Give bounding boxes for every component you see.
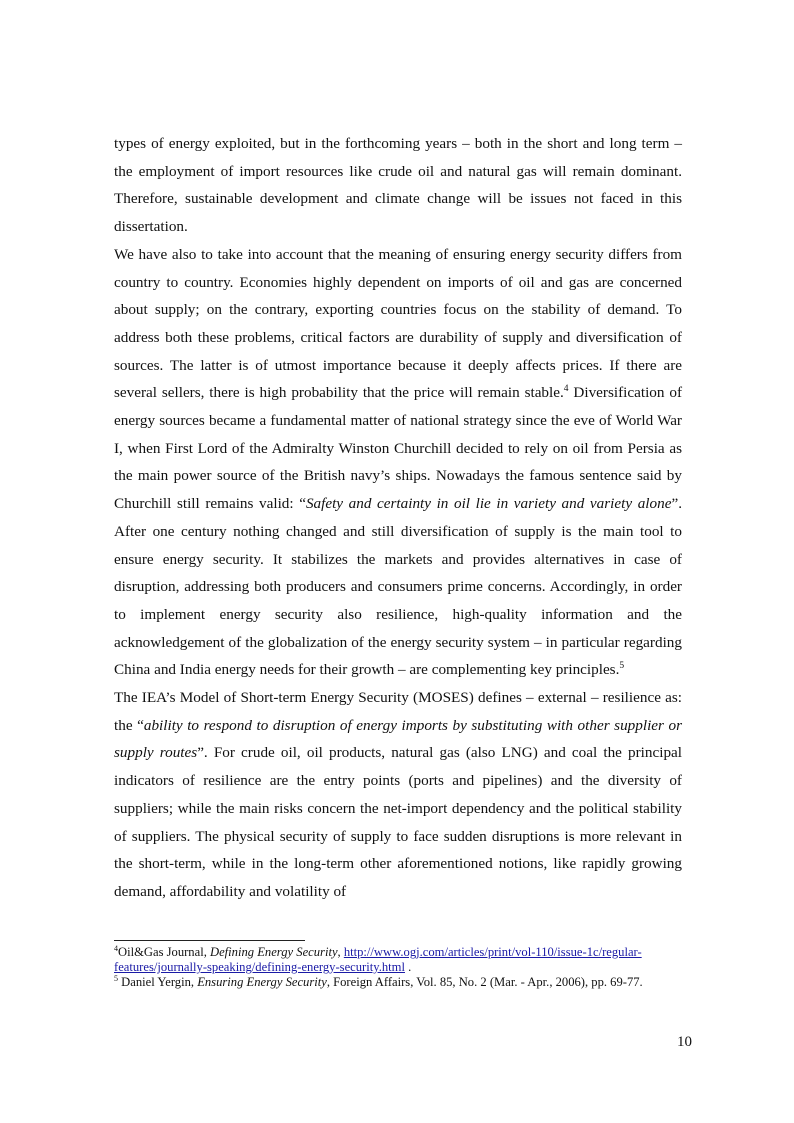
footnote-5: [114, 975, 686, 990]
footnote-separator: [114, 940, 305, 941]
paragraph-1: [114, 130, 682, 241]
paragraph-3: [114, 684, 682, 906]
footnote-4-separator: ,: [337, 945, 344, 959]
footnote-5-number: 5: [114, 974, 118, 983]
footnote-4-source: Oil&Gas Journal,: [118, 945, 210, 959]
footnote-4-end: .: [404, 960, 412, 974]
footnote-5-title: Ensuring Energy Security: [197, 975, 327, 989]
paragraph-3-text-b: ”. For crude oil, oil products, natural gas (also LNG) and coal the principal indicators of resilience are the entry points (ports and pipelines) and the diversity of suppliers; while the main risks concern the net-import dependency and the political stability of suppliers. The physical security of supply to face sudden disruptions is more relevant in the short-term, while in the long-term other aforementioned notions, like rapidly growing demand, affordability and volatility of: [114, 744, 682, 900]
footnote-ref-5[interactable]: 5: [619, 661, 625, 672]
footnote-4-title: Defining Energy Security: [210, 945, 338, 959]
footnotes: [114, 945, 686, 990]
footnote-4-link[interactable]: http://www.ogj.com/articles/print/vol-110/issue-1c/regular-features/journally-speaking/defining-energy-security.html: [114, 945, 642, 974]
paragraph-2: [114, 241, 682, 684]
paragraph-2-text-a: We have also to take into account that the meaning of ensuring energy security differs from country to country. Economies highly dependent on imports of oil and gas are concerned about supply; on the contrary, exporting countries focus on the stability of demand. To address both these problems, critical factors are durability of supply and diversification of sources. The latter is of utmost importance because it deeply affects prices. If there are several sellers, there is high probability that the price will remain stable.: [114, 245, 682, 402]
footnote-4: [114, 945, 686, 975]
footnote-5-author: Daniel Yergin,: [118, 975, 198, 989]
paragraph-2-text-c: ”. After one century nothing changed and still diversification of supply is the main tool to ensure energy security. It stabilizes the markets and provides alternatives in case of disruption, addressing both producers and consumers prime concerns. Accordingly, in order to implement energy security also resilience, high-quality information and the acknowledgement of the globalization of the energy security system – in particular regarding China and India energy needs for their growth – are complementing key principles.: [114, 495, 682, 679]
churchill-quote: Safety and certainty in oil lie in variety and variety alone: [305, 495, 672, 513]
paragraph-2-text-b: Diversification of energy sources became a fundamental matter of national strategy since the eve of World War I, when First Lord of the Admiralty Winston Churchill decided to rely on oil from Persia as the main power source of the British navy’s ships. Nowadays the famous sentence said by Churchill still remains valid: “: [114, 384, 682, 513]
paragraph-3-text-a: The IEA’s Model of Short-term Energy Security (MOSES) defines – external – resilience as: the “: [114, 689, 682, 734]
body-text: [114, 130, 682, 906]
paragraph-1-text: types of energy exploited, but in the forthcoming years – both in the short and long term – the employment of import resources like crude oil and natural gas will remain dominant. Therefore, sustainable development and climate change will be issues not faced in this dissertation.: [114, 135, 682, 236]
footnote-ref-4[interactable]: 4: [563, 384, 569, 395]
iea-quote: ability to respond to disruption of energy imports by substituting with other supplier or supply routes: [114, 716, 682, 762]
page-number: 10: [677, 1034, 692, 1050]
footnote-4-number: 4: [114, 944, 118, 953]
footnote-5-rest: , Foreign Affairs, Vol. 85, No. 2 (Mar. - Apr., 2006), pp. 69-77.: [326, 975, 643, 989]
